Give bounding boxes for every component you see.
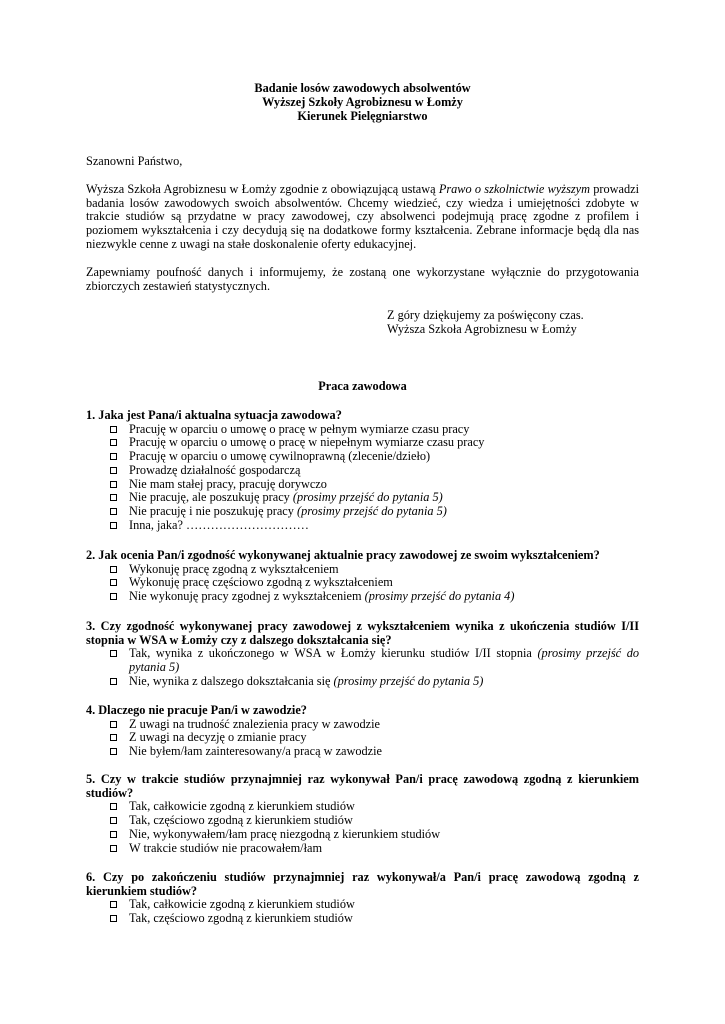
question-1	[86, 409, 639, 532]
checkbox-icon[interactable]	[110, 453, 117, 460]
option-item[interactable]	[86, 436, 639, 450]
option-label: Nie byłem/łam zainteresowany/a pracą w zawodzie	[129, 744, 382, 759]
option-label: Z uwagi na decyzję o zmianie pracy	[129, 730, 307, 745]
option-label: Pracuję w oparciu o umowę cywilnoprawną (zlecenie/dzieło)	[129, 449, 431, 464]
question-6	[86, 871, 639, 926]
options-list	[86, 898, 639, 925]
closing-thanks: Z góry dziękujemy za poświęcony czas.	[387, 308, 584, 322]
checkbox-icon[interactable]	[110, 817, 117, 824]
option-label: Tak, całkowicie zgodną z kierunkiem studiów	[129, 799, 355, 814]
question-4	[86, 704, 639, 759]
option-hint: (prosimy przejść do pytania 5)	[297, 503, 447, 518]
option-item[interactable]	[86, 675, 639, 689]
checkbox-icon[interactable]	[110, 508, 117, 515]
question-title: 5. Czy w trakcie studiów przynajmniej raz wykonywał Pan/i pracę zawodową zgodną z kierunkiem studiów?	[86, 772, 639, 800]
intro-text-end: prowadzi badania losów zawodowych swoich absolwentów. Chcemy wiedzieć, czy wiedza i umiejętności zdobyte w trakcie studiów są przydatne w pracy zawodowej, czy absolwenci podejmują pracę zgodne z profilem i poziomem wykształcenia i czy decydują się na dodatkowe formy kształcenia. Zebrane informacje będą dla nas niezwykle cenne z uwagi na stałe doskonalenie oferty edukacyjnej.	[86, 182, 639, 251]
checkbox-icon[interactable]	[110, 467, 117, 474]
header-school: Wyższej Szkoły Agrobiznesu w Łomży	[262, 95, 463, 109]
privacy-paragraph: Zapewniamy poufność danych i informujemy, że zostaną one wykorzystane wyłącznie do przygotowania zbiorczych zestawień statystycznych.	[86, 265, 639, 293]
option-label: Nie mam stałej pracy, pracuję dorywczo	[129, 476, 327, 491]
option-item[interactable]	[86, 576, 639, 590]
intro-law-name: Prawo o szkolnictwie wyższym	[438, 182, 590, 196]
option-item[interactable]	[86, 423, 639, 437]
option-item[interactable]	[86, 828, 639, 842]
checkbox-icon[interactable]	[110, 522, 117, 529]
option-label: Tak, wynika z ukończonego w WSA w Łomży kierunku studiów I/II stopnia	[129, 646, 538, 661]
checkbox-icon[interactable]	[110, 593, 117, 600]
option-hint: (prosimy przejść do pytania 5)	[292, 490, 443, 505]
intro-paragraph	[86, 183, 639, 252]
option-hint: (prosimy przejść do pytania 4)	[364, 589, 515, 604]
option-item[interactable]	[86, 912, 639, 926]
option-label: Wykonuję pracę częściowo zgodną z wykształceniem	[129, 575, 393, 590]
options-list	[86, 423, 639, 533]
section-title: Praca zawodowa	[318, 379, 407, 393]
option-label: Z uwagi na trudność znalezienia pracy w zawodzie	[129, 716, 380, 731]
option-item[interactable]	[86, 814, 639, 828]
header-field: Kierunek Pielęgniarstwo	[297, 109, 428, 123]
option-label: W trakcie studiów nie pracowałem/łam	[129, 840, 323, 855]
option-label: Nie, wykonywałem/łam pracę niezgodną z kierunkiem studiów	[129, 826, 441, 841]
option-label: Tak, całkowicie zgodną z kierunkiem studiów	[129, 897, 355, 912]
option-item[interactable]	[86, 519, 639, 533]
checkbox-icon[interactable]	[110, 439, 117, 446]
option-label: Wykonuję pracę zgodną z wykształceniem	[129, 561, 339, 576]
closing-signature	[387, 309, 584, 337]
option-hint: (prosimy przejść do pytania 5)	[333, 673, 484, 688]
checkbox-icon[interactable]	[110, 481, 117, 488]
question-title: 1. Jaka jest Pana/i aktualna sytuacja zawodowa?	[86, 408, 342, 422]
checkbox-icon[interactable]	[110, 845, 117, 852]
checkbox-icon[interactable]	[110, 915, 117, 922]
checkbox-icon[interactable]	[110, 803, 117, 810]
option-label: Pracuję w oparciu o umowę o pracę w pełnym wymiarze czasu pracy	[129, 421, 470, 436]
question-title: 2. Jak ocenia Pan/i zgodność wykonywanej aktualnie pracy zawodowej ze swoim wykształceniem?	[86, 548, 600, 562]
checkbox-icon[interactable]	[110, 734, 117, 741]
option-item[interactable]	[86, 731, 639, 745]
options-list	[86, 800, 639, 855]
intro-text-start: Wyższa Szkoła Agrobiznesu w Łomży zgodnie z obowiązującą ustawą	[86, 182, 439, 196]
option-label: Tak, częściowo zgodną z kierunkiem studiów	[129, 813, 353, 828]
question-5	[86, 773, 639, 855]
option-label: Tak, częściowo zgodną z kierunkiem studiów	[129, 911, 353, 926]
question-3	[86, 620, 639, 689]
question-2	[86, 549, 639, 604]
option-item[interactable]	[86, 718, 639, 732]
option-item[interactable]	[86, 505, 639, 519]
checkbox-icon[interactable]	[110, 494, 117, 501]
option-item[interactable]	[86, 478, 639, 492]
document-header	[0, 82, 725, 124]
checkbox-icon[interactable]	[110, 678, 117, 685]
option-item[interactable]	[86, 491, 639, 505]
option-label: Pracuję w oparciu o umowę o pracę w niepełnym wymiarze czasu pracy	[129, 435, 485, 450]
header-title: Badanie losów zawodowych absolwentów	[254, 81, 471, 95]
checkbox-icon[interactable]	[110, 748, 117, 755]
option-item[interactable]	[86, 745, 639, 759]
checkbox-icon[interactable]	[110, 426, 117, 433]
option-label: Nie wykonuję pracy zgodnej z wykształceniem	[129, 589, 365, 604]
checkbox-icon[interactable]	[110, 901, 117, 908]
option-item[interactable]	[86, 563, 639, 577]
option-label: Prowadzę działalność gospodarczą	[129, 462, 301, 477]
checkbox-icon[interactable]	[110, 650, 117, 657]
checkbox-icon[interactable]	[110, 721, 117, 728]
greeting: Szanowni Państwo,	[86, 154, 183, 168]
checkbox-icon[interactable]	[110, 566, 117, 573]
question-title: 4. Dlaczego nie pracuje Pan/i w zawodzie?	[86, 703, 307, 717]
closing-school: Wyższa Szkoła Agrobiznesu w Łomży	[387, 322, 577, 336]
option-label: Nie pracuję i nie poszukuję pracy	[129, 503, 297, 518]
option-item[interactable]	[86, 898, 639, 912]
option-item[interactable]	[86, 647, 639, 674]
option-label: Nie, wynika z dalszego dokształcania się	[129, 673, 334, 688]
option-label: Nie pracuję, ale poszukuję pracy	[129, 490, 293, 505]
option-item[interactable]	[86, 450, 639, 464]
options-list	[86, 718, 639, 759]
option-hint: (prosimy przejść do pytania 5)	[129, 646, 639, 675]
checkbox-icon[interactable]	[110, 831, 117, 838]
option-label: Inna, jaka? …………………………	[129, 517, 309, 532]
option-item[interactable]	[86, 800, 639, 814]
options-list	[86, 563, 639, 604]
option-item[interactable]	[86, 842, 639, 856]
checkbox-icon[interactable]	[110, 579, 117, 586]
options-list	[86, 647, 639, 688]
option-item[interactable]	[86, 590, 639, 604]
question-title: 6. Czy po zakończeniu studiów przynajmniej raz wykonywał/a Pan/i pracę zawodową zgodną z kierunkiem studiów?	[86, 870, 639, 898]
question-title: 3. Czy zgodność wykonywanej pracy zawodowej z wykształceniem wynika z ukończenia studiów I/II stopnia w WSA w Łomży czy z dalszego dokształcania się?	[86, 619, 639, 647]
option-item[interactable]	[86, 464, 639, 478]
